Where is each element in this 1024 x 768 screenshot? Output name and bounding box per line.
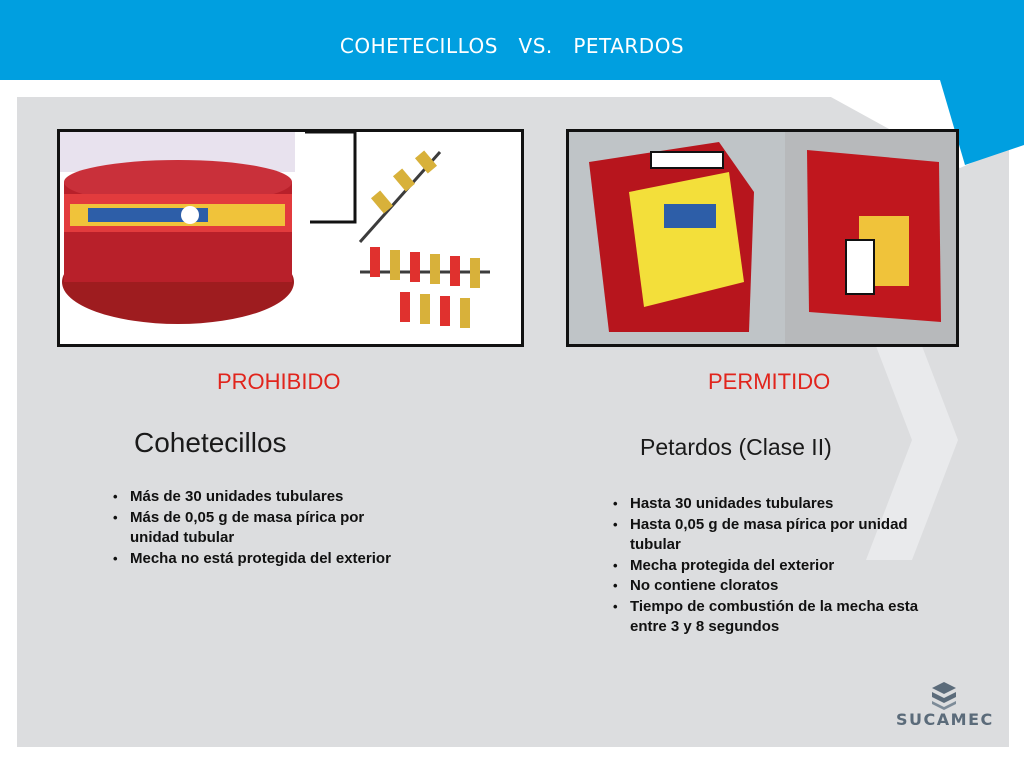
left-status-label: PROHIBIDO xyxy=(217,369,341,394)
list-item: • Hasta 0,05 g de masa pírica por unidad tubular xyxy=(611,515,921,556)
cohetecillos-photo xyxy=(57,129,524,347)
list-item: • Tiempo de combustión de la mecha esta entre 3 y 8 segundos xyxy=(611,597,921,638)
left-bullet-list xyxy=(111,487,411,569)
list-item: • Más de 0,05 g de masa pírica por unidad tubular xyxy=(111,508,411,549)
list-item: • Mecha protegida del exterior xyxy=(611,556,921,577)
slide-title: COHETECILLOS VS. PETARDOS xyxy=(339,34,685,58)
list-item: • Más de 30 unidades tubulares xyxy=(111,487,411,508)
list-item: • No contiene cloratos xyxy=(611,576,921,597)
list-item: • Mecha no está protegida del exterior xyxy=(111,549,411,570)
right-heading: Petardos (Clase II) xyxy=(640,434,832,460)
sucamec-logo-icon xyxy=(896,680,992,710)
right-bullet-list xyxy=(611,494,921,638)
logo-text: SUCAMEC xyxy=(896,710,994,729)
right-status-label: PERMITIDO xyxy=(708,369,831,394)
left-heading: Cohetecillos xyxy=(134,427,287,458)
petardos-photo xyxy=(566,129,959,347)
sucamec-logo xyxy=(896,680,992,730)
list-item: • Hasta 30 unidades tubulares xyxy=(611,494,921,515)
